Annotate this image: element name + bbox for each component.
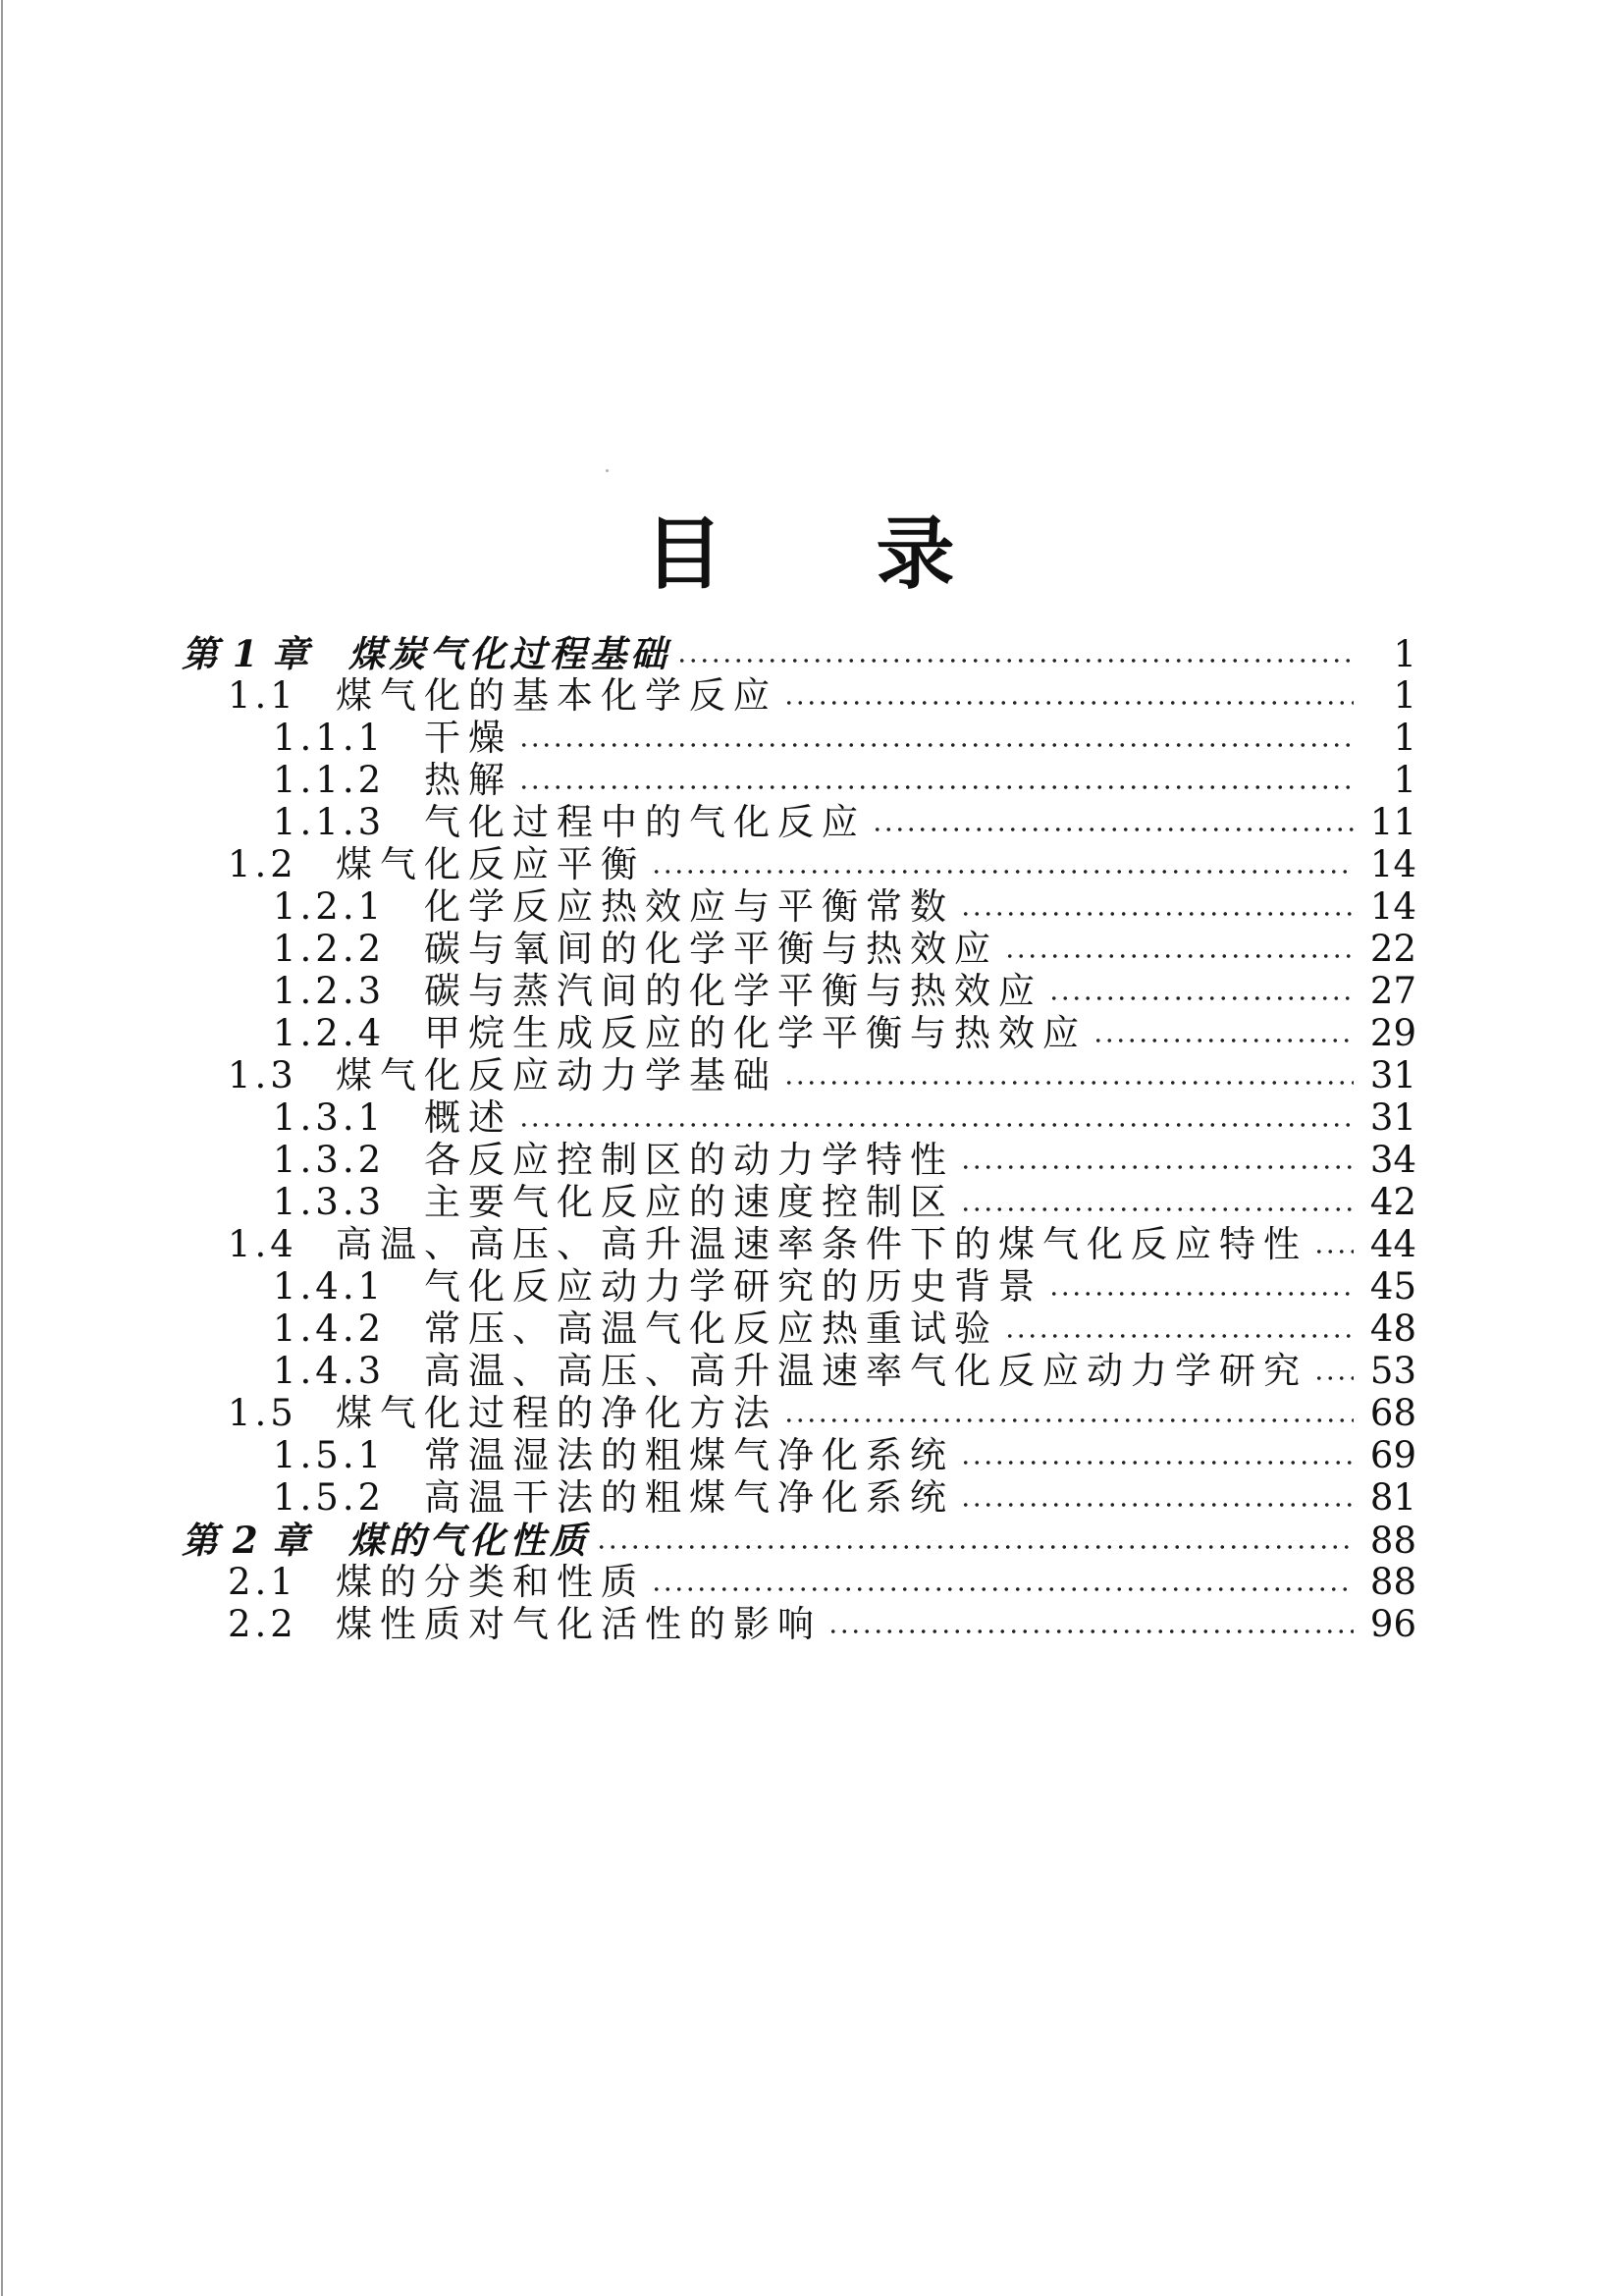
toc-entry-page-number: 1 xyxy=(1393,717,1416,759)
toc-dot-leader xyxy=(1048,1290,1354,1298)
toc-dot-leader xyxy=(1004,952,1354,960)
toc-dot-leader xyxy=(1093,1037,1354,1044)
toc-entry-page-number: 96 xyxy=(1369,1603,1416,1645)
toc-entry-number: 1.5 xyxy=(228,1392,297,1434)
toc-entry-number: 1.3.2 xyxy=(273,1139,386,1181)
toc-entry-title: 常温湿法的粗煤气净化系统 xyxy=(424,1434,954,1476)
toc-entry-number: 2.2 xyxy=(228,1603,297,1645)
toc-entry-number: 1.1.2 xyxy=(273,759,386,801)
toc-entry-title: 各反应控制区的动力学特性 xyxy=(424,1139,954,1181)
toc-entry-page-number: 53 xyxy=(1369,1350,1416,1392)
toc-entry-number: 1.5.1 xyxy=(273,1434,386,1476)
toc-dot-leader xyxy=(1004,1332,1354,1340)
toc-entry-title: 煤的气化性质 xyxy=(348,1519,590,1562)
toc-entry-page-number: 31 xyxy=(1369,1096,1416,1139)
page-title-char-2: 录 xyxy=(876,507,955,600)
toc-entry-number: 1.4.2 xyxy=(273,1308,386,1350)
toc-entry-page-number: 44 xyxy=(1369,1223,1416,1265)
toc-entry-page-number: 69 xyxy=(1369,1434,1416,1476)
toc-entry-number: 1.4.1 xyxy=(273,1265,386,1308)
page-left-edge xyxy=(1,0,3,2296)
toc-dot-leader xyxy=(960,1501,1354,1509)
toc-entry-page-number: 11 xyxy=(1369,801,1416,843)
scan-speck xyxy=(606,469,609,472)
toc-entry-number: 第 1 章 xyxy=(182,632,310,675)
toc-entry-title: 煤气化的基本化学反应 xyxy=(336,674,777,717)
toc-entry-page-number: 81 xyxy=(1369,1476,1416,1519)
toc-entry-number: 1.2 xyxy=(228,843,297,885)
toc-entry-page-number: 88 xyxy=(1369,1561,1416,1603)
page-title xyxy=(0,505,1599,603)
toc-dot-leader xyxy=(960,1205,1354,1213)
toc-entry-title: 干燥 xyxy=(424,717,512,759)
toc-entry-number: 1.2.1 xyxy=(273,885,386,928)
toc-entry-page-number: 34 xyxy=(1369,1139,1416,1181)
toc-entry-number: 1.4.3 xyxy=(273,1350,386,1392)
toc-entry-title: 甲烷生成反应的化学平衡与热效应 xyxy=(424,1012,1087,1054)
toc-dot-leader xyxy=(596,1543,1354,1551)
toc-dot-leader xyxy=(651,868,1354,876)
toc-entry-page-number: 68 xyxy=(1369,1392,1416,1434)
toc-entry-title: 概述 xyxy=(424,1096,512,1139)
page-title-char-1: 目 xyxy=(644,507,723,600)
toc-entry-page-number: 14 xyxy=(1369,843,1416,885)
toc-dot-leader xyxy=(676,657,1354,665)
toc-entry-title: 化学反应热效应与平衡常数 xyxy=(424,885,954,928)
toc-entry-number: 1.4 xyxy=(228,1223,297,1265)
toc-entry-title: 碳与蒸汽间的化学平衡与热效应 xyxy=(424,970,1042,1012)
toc-entry-number: 1.2.4 xyxy=(273,1012,386,1054)
toc-entry-title: 气化反应动力学研究的历史背景 xyxy=(424,1265,1042,1308)
toc-entry-number: 1.1.3 xyxy=(273,801,386,843)
toc-entry-number: 1.1.1 xyxy=(273,717,386,759)
toc-dot-leader xyxy=(872,826,1354,833)
toc-entry-title: 煤性质对气化活性的影响 xyxy=(336,1603,822,1645)
toc-entry-page-number: 1 xyxy=(1393,759,1416,801)
toc-entry-title: 煤气化反应平衡 xyxy=(336,843,645,885)
toc-dot-leader xyxy=(651,1585,1354,1593)
toc-entry-title: 煤气化反应动力学基础 xyxy=(336,1054,777,1096)
toc-dot-leader xyxy=(827,1628,1354,1635)
toc-entry-title: 常压、高温气化反应热重试验 xyxy=(424,1308,998,1350)
toc-entry-page-number: 48 xyxy=(1369,1308,1416,1350)
toc-entry-title: 碳与氧间的化学平衡与热效应 xyxy=(424,928,998,970)
toc-dot-leader xyxy=(783,1416,1354,1424)
toc-entry-title: 煤炭气化过程基础 xyxy=(348,632,670,675)
toc-dot-leader xyxy=(1313,1374,1354,1382)
toc-entry-page-number: 14 xyxy=(1369,885,1416,928)
toc-entry-number: 1.2.3 xyxy=(273,970,386,1012)
toc-entry-title: 气化过程中的气化反应 xyxy=(424,801,866,843)
toc-entry-title: 高温、高压、高升温速率气化反应动力学研究 xyxy=(424,1350,1307,1392)
toc-entry-number: 1.3 xyxy=(228,1054,297,1096)
toc-dot-leader xyxy=(518,783,1354,791)
toc-entry-number: 2.1 xyxy=(228,1561,297,1603)
toc-dot-leader xyxy=(960,910,1354,918)
toc-entry-number: 1.3.3 xyxy=(273,1181,386,1223)
toc-entry-title: 热解 xyxy=(424,759,512,801)
toc-entry-number: 第 2 章 xyxy=(182,1519,310,1562)
toc-dot-leader xyxy=(783,1079,1354,1087)
toc-entry-number: 1.2.2 xyxy=(273,928,386,970)
toc-dot-leader xyxy=(518,741,1354,749)
toc-entry-number: 1.1 xyxy=(228,674,297,717)
toc-entry-page-number: 88 xyxy=(1369,1520,1416,1562)
toc-entry-title: 煤的分类和性质 xyxy=(336,1561,645,1603)
toc-entry-page-number: 22 xyxy=(1369,928,1416,970)
toc-dot-leader xyxy=(960,1459,1354,1467)
toc-dot-leader xyxy=(518,1121,1354,1129)
toc-entry-page-number: 45 xyxy=(1369,1265,1416,1308)
toc-entry-title: 煤气化过程的净化方法 xyxy=(336,1392,777,1434)
toc-entry-page-number: 31 xyxy=(1369,1054,1416,1096)
toc-entry-page-number: 27 xyxy=(1369,970,1416,1012)
toc-entry-title: 主要气化反应的速度控制区 xyxy=(424,1181,954,1223)
toc-dot-leader xyxy=(783,699,1354,707)
toc-entry-number: 1.5.2 xyxy=(273,1476,386,1519)
toc-dot-leader xyxy=(1048,994,1354,1002)
toc-dot-leader xyxy=(960,1163,1354,1171)
toc-entry-title: 高温、高压、高升温速率条件下的煤气化反应特性 xyxy=(336,1223,1307,1265)
toc-entry-page-number: 1 xyxy=(1393,674,1416,717)
toc-entry-title: 高温干法的粗煤气净化系统 xyxy=(424,1476,954,1519)
toc-entry-page-number: 42 xyxy=(1369,1181,1416,1223)
toc-entry-page-number: 29 xyxy=(1369,1012,1416,1054)
toc-entry-page-number: 1 xyxy=(1393,633,1416,675)
toc-dot-leader xyxy=(1313,1248,1354,1255)
toc-entry-section[interactable] xyxy=(228,1595,1416,1654)
toc-entry-number: 1.3.1 xyxy=(273,1096,386,1139)
